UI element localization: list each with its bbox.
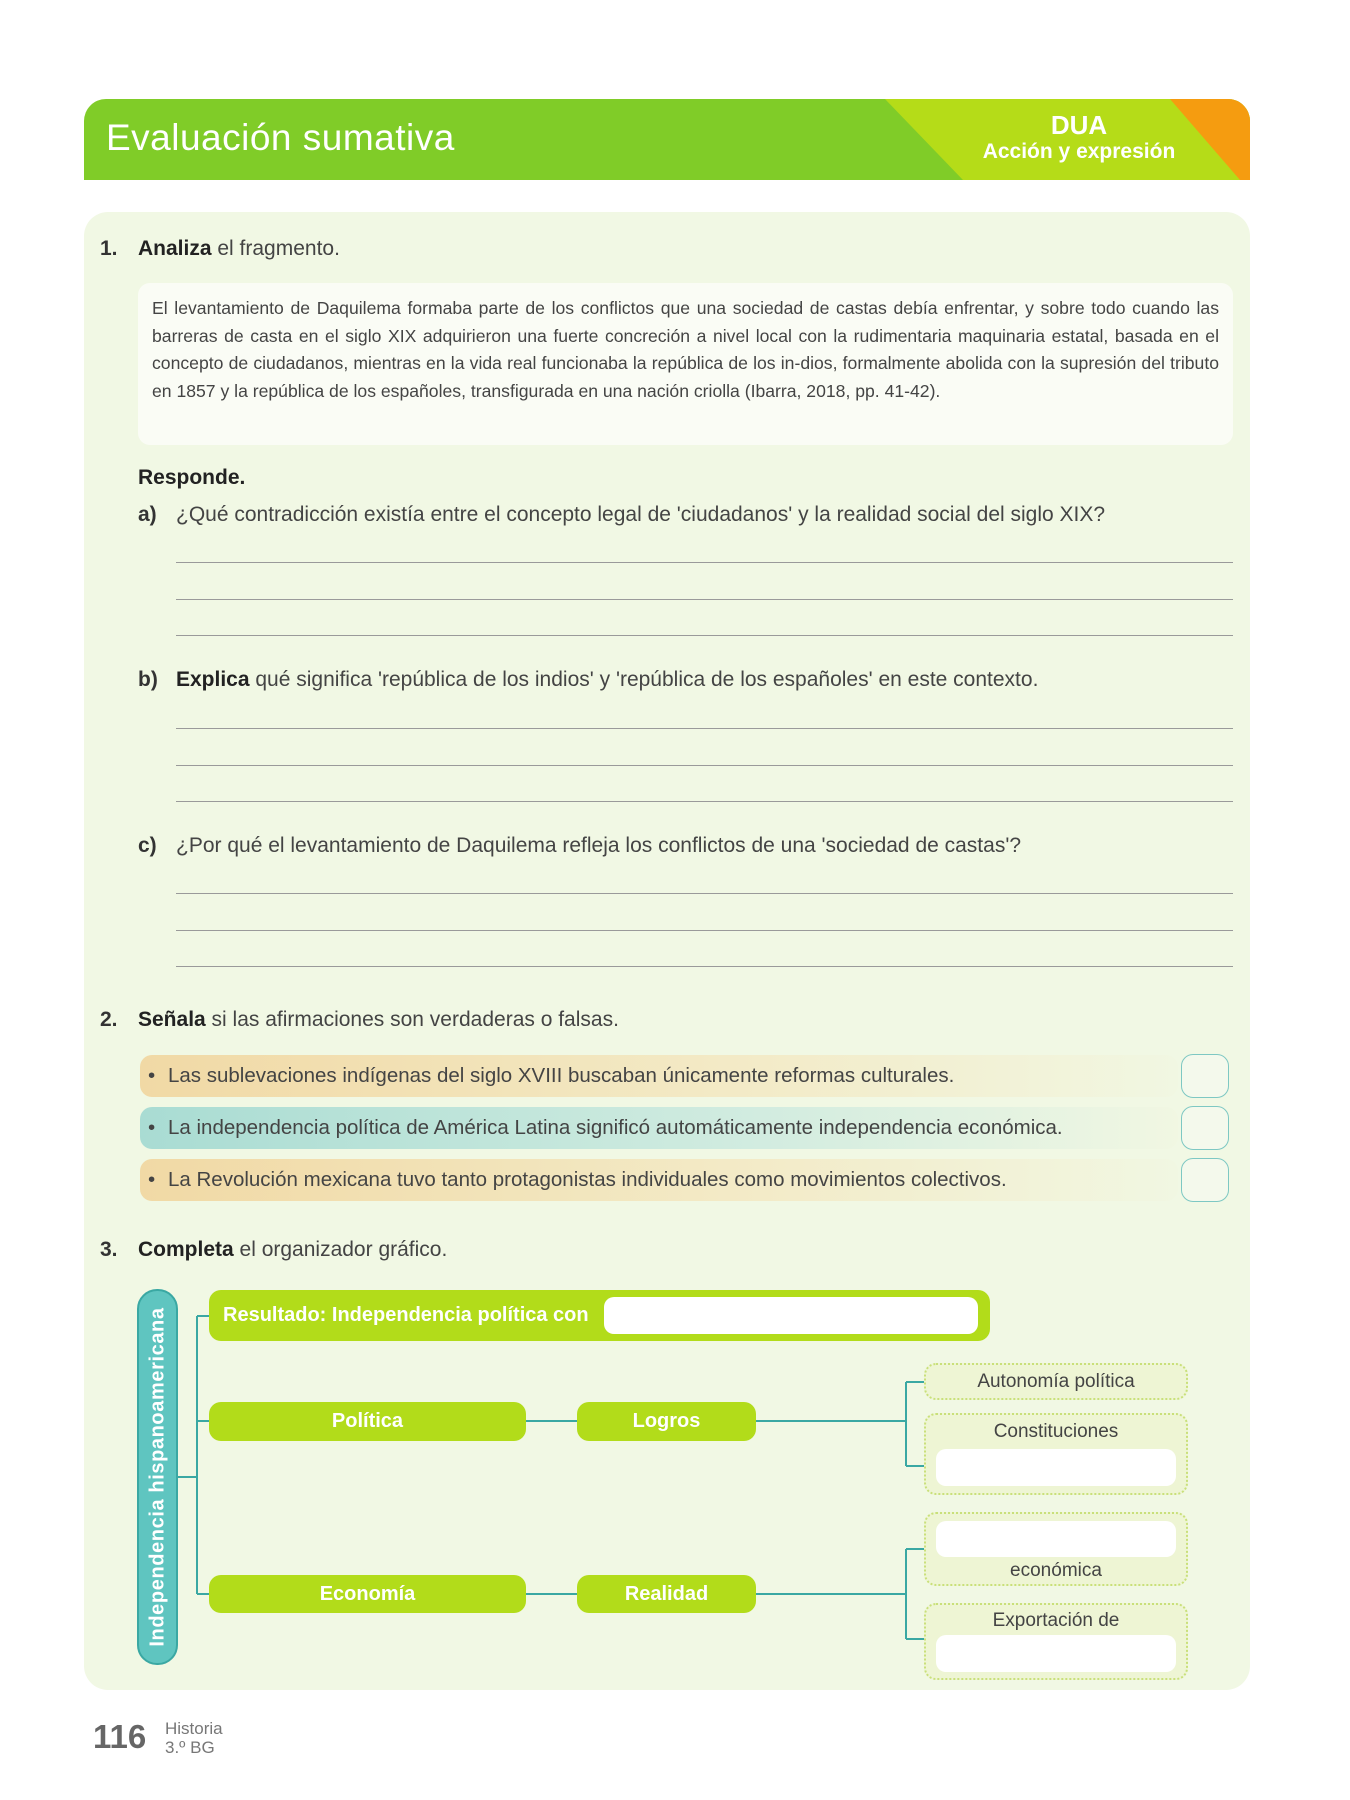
page-title: Evaluación sumativa (106, 117, 455, 158)
constituciones-node (924, 1413, 1188, 1495)
economica-label: económica (1010, 1560, 1102, 1581)
bullet: • (148, 1064, 156, 1087)
grade-label: 3.º BG (165, 1738, 215, 1757)
q2-number: 2. (100, 1008, 118, 1031)
exportacion-answer-field[interactable] (936, 1635, 1176, 1672)
bullet: • (148, 1116, 156, 1139)
economica-answer-field[interactable] (936, 1521, 1176, 1557)
passage-text: El levantamiento de Daquilema formaba parte de los conflictos que una sociedad de castas debía enfrentar, y sobre todo cuando las barreras de casta en el siglo XIX adquirieron una fuerte concreción a nivel local con la rudimentaria maquinaria estatal, basada en el concepto de ciudadanos, mientras en la vida real funcionaba la república de los in-dios, formalmente abolida con la supresión del tributo en 1857 y la república de los españoles, transfigurada en una nación criolla (Ibarra, 2018, pp. 41-42). (138, 283, 1233, 445)
q1-rest: el fragmento. (211, 237, 340, 260)
qb-label: b) (138, 668, 158, 691)
root-node (137, 1289, 178, 1665)
qa-text: ¿Qué contradicción existía entre el concepto legal de 'ciudadanos' y la realidad social del siglo XIX? (176, 503, 1106, 526)
qc-label: c) (138, 834, 157, 857)
root-label: Independencia hispanoamericana (146, 1307, 168, 1647)
autonomia-node (924, 1363, 1188, 1400)
q3-verb: Completa (138, 1238, 234, 1261)
statement-text: La independencia política de América Latina significó automáticamente independencia económica. (168, 1116, 1063, 1139)
exportacion-node (924, 1603, 1188, 1680)
dua-subtitle: Acción y expresión (982, 140, 1176, 163)
result-answer-field[interactable] (604, 1297, 978, 1334)
qc-text: ¿Por qué el levantamiento de Daquilema refleja los conflictos de una 'sociedad de castas'? (176, 834, 1022, 857)
q1-verb: Analiza (138, 237, 212, 260)
politica-node: Política (209, 1402, 526, 1441)
constituciones-label: Constituciones (993, 1421, 1119, 1442)
economica-node (924, 1512, 1188, 1586)
statement-text: Las sublevaciones indígenas del siglo XVIII buscaban únicamente reformas culturales. (168, 1064, 955, 1087)
bullet: • (148, 1168, 156, 1191)
qa-label: a) (138, 503, 157, 526)
constituciones-answer-field[interactable] (936, 1449, 1176, 1486)
economia-node: Economía (209, 1575, 526, 1613)
qb-rest: qué significa 'república de los indios' y 'república de los españoles' en este contexto. (249, 668, 1039, 691)
exportacion-label: Exportación de (992, 1610, 1120, 1631)
responde-heading: Responde. (138, 466, 246, 489)
q2-rest: si las afirmaciones son verdaderas o falsas. (205, 1008, 619, 1031)
page-number: 116 (93, 1718, 147, 1755)
q3-rest: el organizador gráfico. (233, 1238, 448, 1261)
logros-node: Logros (577, 1402, 756, 1441)
dua-title: DUA (1050, 110, 1108, 140)
footer-subject (165, 1719, 223, 1757)
subject-label: Historia (165, 1719, 223, 1738)
result-label: Resultado: Independencia política con (223, 1304, 589, 1326)
q2-verb: Señala (138, 1008, 206, 1031)
q1-number: 1. (100, 237, 118, 260)
qb-verb: Explica (176, 668, 250, 691)
autonomia-label: Autonomía política (977, 1371, 1135, 1392)
statement-text: La Revolución mexicana tuvo tanto protagonistas individuales como movimientos colectivos. (168, 1168, 1007, 1191)
realidad-node: Realidad (577, 1575, 756, 1613)
q3-number: 3. (100, 1238, 118, 1261)
